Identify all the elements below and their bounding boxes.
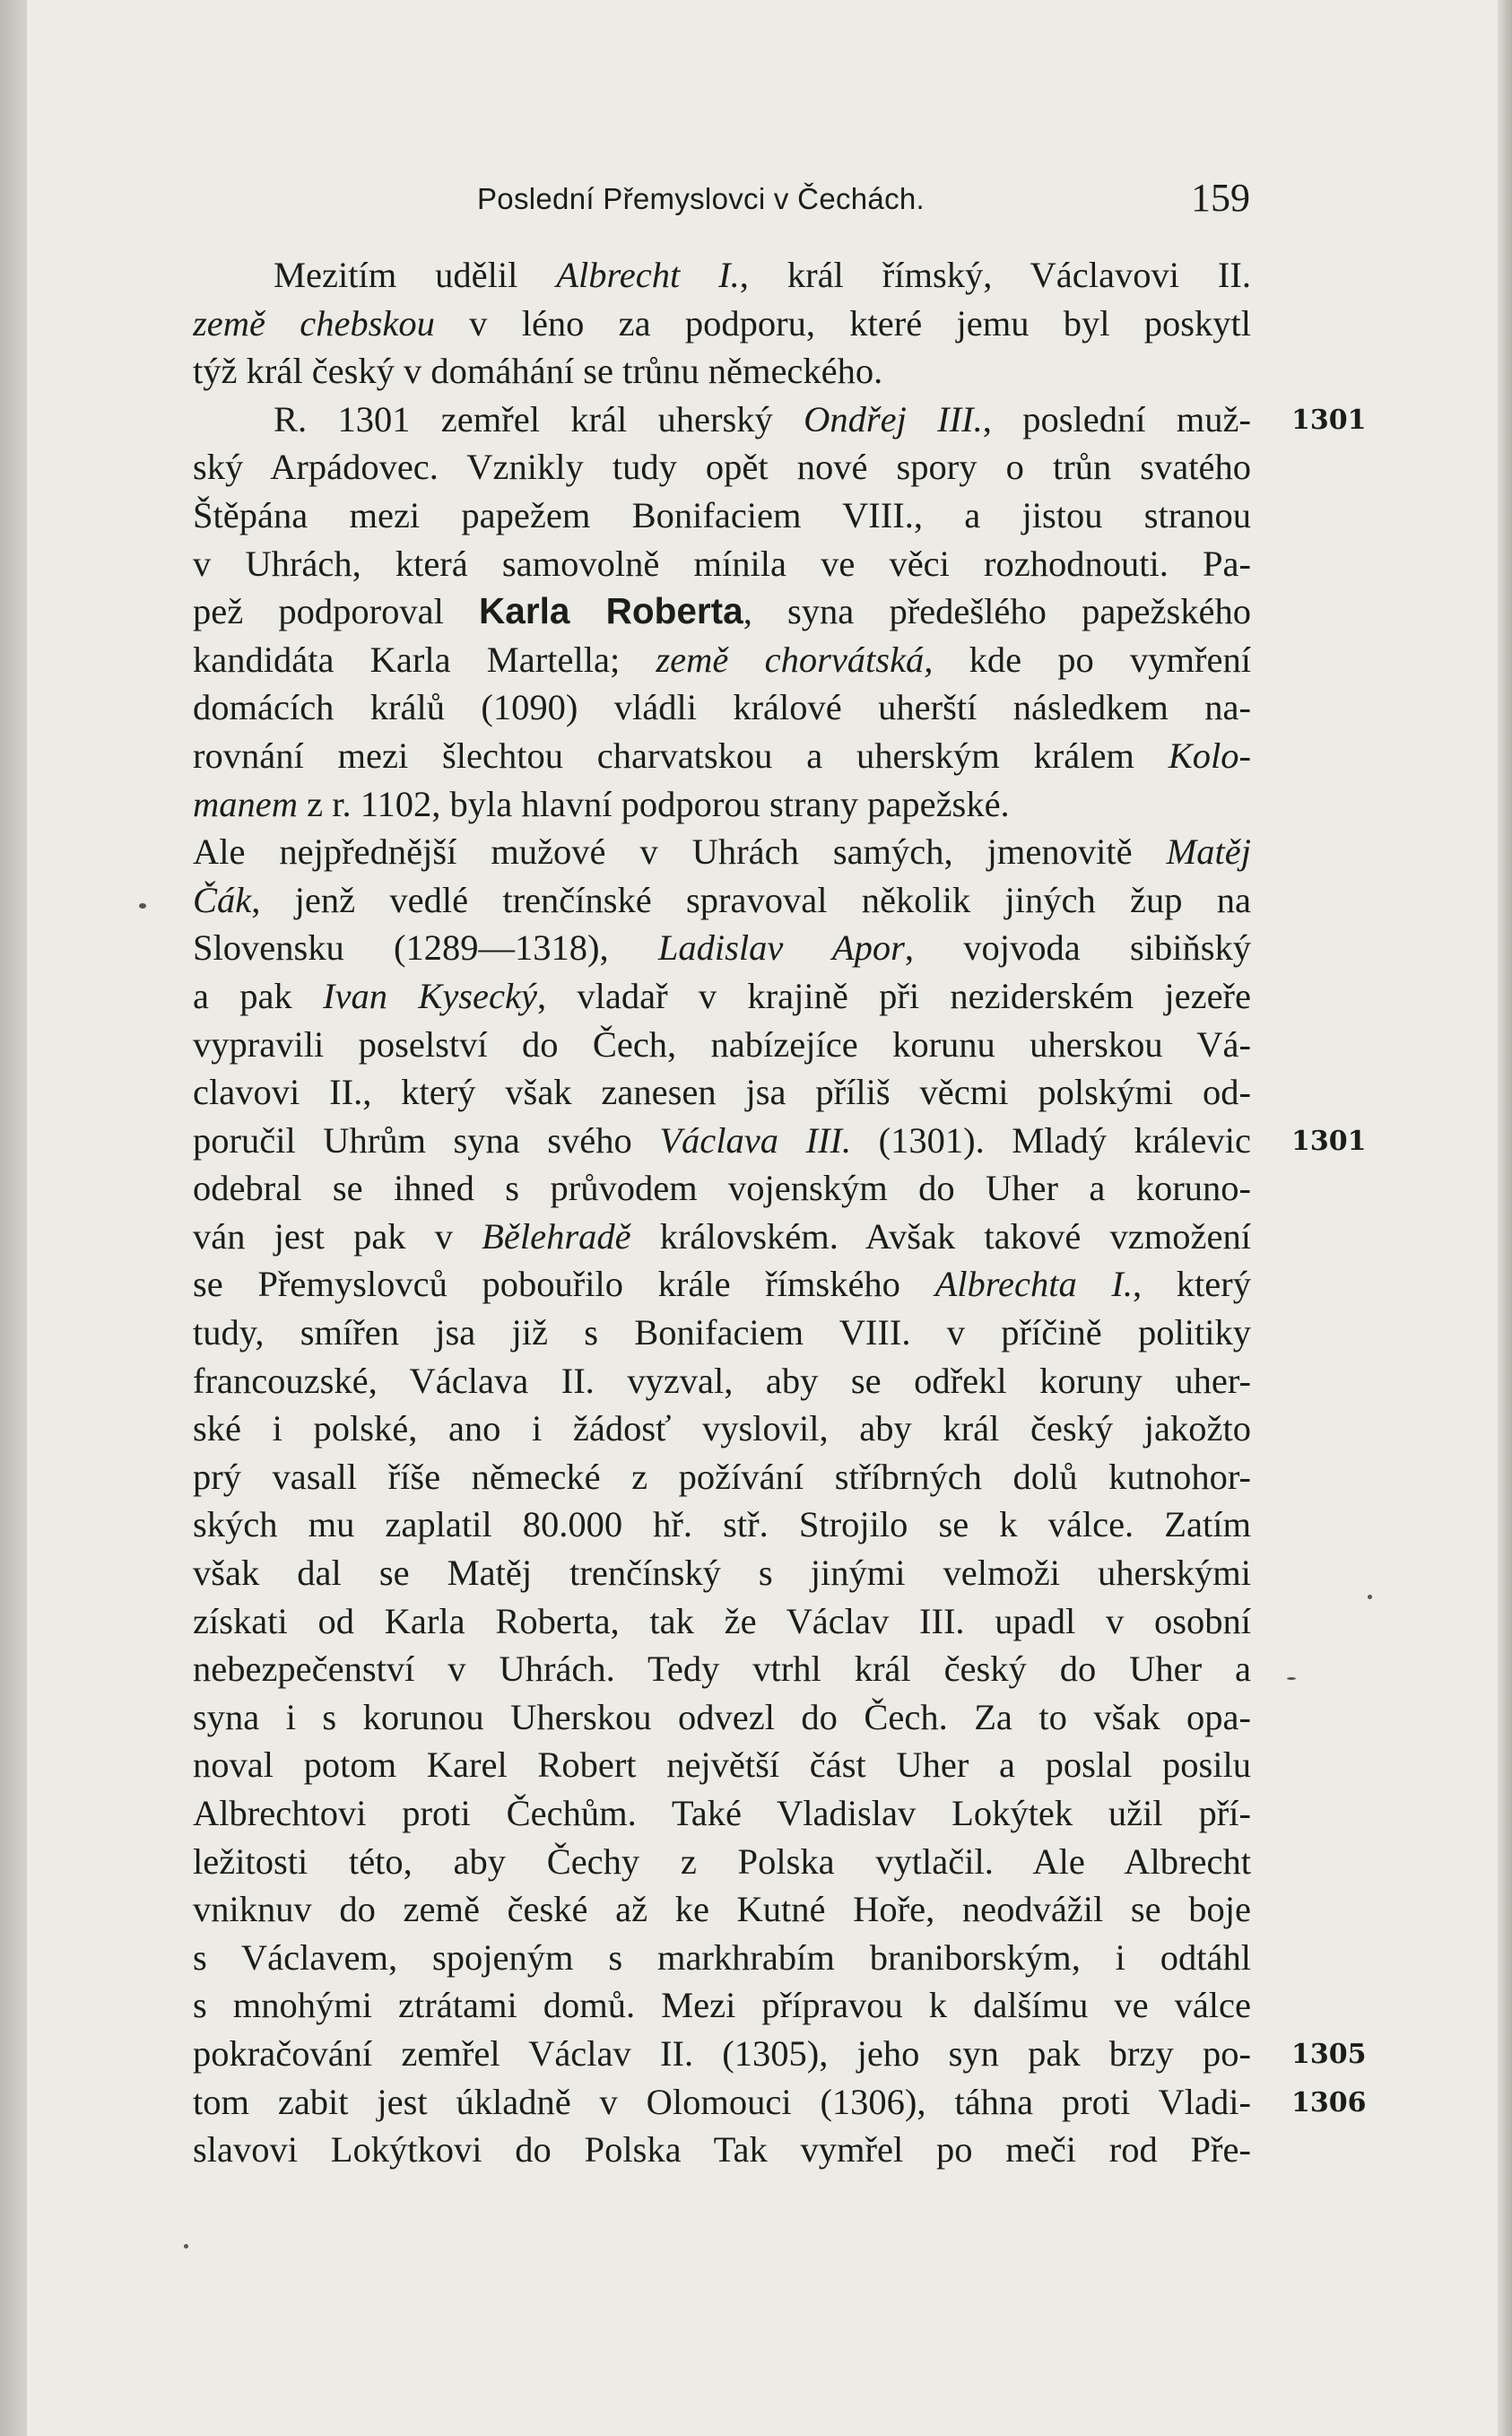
text-segment: s Václavem, spojeným s markhrabím braniborským, i odtáhl <box>193 1936 1251 1978</box>
italic-name: Bělehradě <box>482 1215 631 1257</box>
text-segment: ván jest pak v <box>193 1215 482 1257</box>
page-number: 159 <box>1191 176 1250 220</box>
body-text <box>193 251 1251 2174</box>
text-segment: rovnání mezi šlechtou charvatskou a uherským králem <box>193 735 1169 776</box>
text-segment: však dal se Matěj trenčínský s jinými velmoži uherskými <box>193 1553 1251 1594</box>
text-line <box>193 1741 1251 1789</box>
text-line <box>193 1597 1251 1646</box>
text-segment: tudy, smířen jsa již s Bonifaciem VIII. v příčině politiky <box>193 1312 1251 1353</box>
text-segment: kandidáta Karla Martella; <box>193 639 656 680</box>
text-segment: ský Arpádovec. Vznikly tudy opět nové spory o trůn svatého <box>193 447 1251 488</box>
text-line <box>193 1789 1251 1838</box>
italic-name: manem <box>193 783 298 824</box>
italic-name: Kolo- <box>1168 735 1251 776</box>
text-segment: pež podporoval <box>193 591 480 632</box>
scan-speck <box>139 903 146 909</box>
page-left-edge <box>0 0 27 2436</box>
text-line <box>193 1164 1251 1213</box>
italic-name: Čák <box>193 879 252 920</box>
text-line <box>193 1885 1251 1934</box>
text-line <box>193 1117 1251 1165</box>
text-segment: ležitosti této, aby Čechy z Polska vytlačil. Ale Albrecht <box>193 1840 1251 1882</box>
italic-name: země chebskou <box>193 302 435 344</box>
text-segment: domácích králů (1090) vládli králové uherští následkem na- <box>193 687 1251 728</box>
page-header <box>477 175 1250 229</box>
text-segment: syna i s korunou Uherskou odvezl do Čech. Za to však opa- <box>193 1696 1251 1737</box>
margin-year: 1305 <box>1291 2039 1367 2071</box>
margin-year: 1306 <box>1291 2086 1367 2118</box>
text-segment: kde po vymření <box>933 639 1251 680</box>
text-segment: a pak <box>193 975 324 1016</box>
text-segment: pokračování zemřel Václav II. (1305), jeho syn pak brzy po- <box>193 2032 1251 2074</box>
text-segment: odebral se ihned s průvodem vojenským do Uher a koruno- <box>193 1168 1251 1209</box>
text-line <box>193 780 1251 829</box>
text-segment: z r. 1102, byla hlavní podporou strany papežské. <box>297 783 1010 824</box>
text-line <box>193 1981 1251 2030</box>
text-line <box>193 1068 1251 1117</box>
text-line <box>193 443 1251 492</box>
text-segment: noval potom Karel Robert největší část Uher a poslal posilu <box>193 1744 1251 1786</box>
italic-name: Albrecht I. <box>556 255 740 295</box>
text-line <box>193 924 1251 972</box>
text-line <box>193 1693 1251 1742</box>
text-line <box>193 1309 1251 1357</box>
text-line <box>193 683 1251 732</box>
text-line <box>193 1357 1251 1405</box>
text-line <box>193 1838 1251 1886</box>
text-segment: vniknuv do země české až ke Kutné Hoře, neodvážil se boje <box>193 1889 1251 1930</box>
text-segment: v Uhrách, která samovolně mínila ve věci rozhodnouti. Pa- <box>193 543 1251 584</box>
text-line <box>193 2126 1251 2174</box>
scan-speck <box>184 2244 188 2249</box>
bold-name: Karla Roberta <box>479 590 743 632</box>
text-segment: , vladař v krajině při neziderském jezeře <box>536 975 1251 1016</box>
margin-year: 1301 <box>1291 1125 1367 1157</box>
text-segment: získati od Karla Roberta, tak že Václav III. upadl v osobní <box>193 1600 1251 1641</box>
text-segment: s mnohými ztrátami domů. Mezi přípravou k dalšímu ve válce <box>193 1985 1251 2026</box>
text-segment: prý vasall říše německé z požívání stříbrných dolů kutnohor- <box>193 1456 1251 1497</box>
text-line <box>193 540 1251 588</box>
text-line <box>193 1501 1251 1549</box>
text-line <box>193 587 1251 636</box>
text-segment: tom zabit jest úkladně v Olomouci (1306), táhna proti Vladi- <box>193 2081 1251 2122</box>
text-segment: týž král český v domáhání se trůnu německého. <box>193 351 883 392</box>
text-segment: clavovi II., který však zanesen jsa příliš věcmi polskými od- <box>193 1072 1251 1113</box>
running-title: Poslední Přemyslovci v Čechách. <box>477 182 925 215</box>
italic-name: Albrechta I. <box>934 1264 1134 1305</box>
text-segment: , poslední muž- <box>982 398 1251 439</box>
text-line <box>193 347 1251 396</box>
text-line <box>193 876 1251 925</box>
text-segment: Štěpána mezi papežem Bonifaciem VIII., a jistou stranou <box>193 494 1251 535</box>
text-segment: ských mu zaplatil 80.000 hř. stř. Strojilo se k válce. Zatím <box>193 1504 1251 1545</box>
text-segment: , syna předešlého papežského <box>743 591 1251 632</box>
text-line <box>193 251 1251 300</box>
text-segment: poručil Uhrům syna svého <box>193 1119 660 1161</box>
text-line <box>193 396 1251 444</box>
text-segment: R. 1301 zemřel král uherský <box>274 398 804 439</box>
text-segment: Ale nejpřednější mužové v Uhrách samých, jmenovitě <box>193 831 1167 873</box>
margin-year: 1301 <box>1291 404 1367 436</box>
text-segment: , vojvoda sibiňský <box>904 927 1251 969</box>
italic-name: Matěj <box>1166 831 1251 873</box>
italic-name: země chorvátská, <box>656 639 934 680</box>
text-line <box>193 1934 1251 1982</box>
italic-name: Václava III. <box>659 1119 852 1161</box>
text-segment: ské i polské, ano i žádosť vyslovil, aby král český jakožto <box>193 1408 1251 1449</box>
text-line <box>193 1405 1251 1453</box>
italic-name: Ondřej III. <box>804 398 983 439</box>
italic-name: Ivan Kysecký <box>323 975 537 1016</box>
text-segment: , jenž vedlé trenčínské spravoval několik jiných žup na <box>251 879 1251 920</box>
scan-speck <box>1368 1595 1372 1599</box>
text-segment: slavovi Lokýtkovi do Polska Tak vymřel po meči rod Pře- <box>193 2129 1251 2171</box>
text-line <box>193 1549 1251 1597</box>
text-segment: se Přemyslovců pobouřilo krále římského <box>193 1264 935 1305</box>
text-segment: nebezpečenství v Uhrách. Tedy vtrhl král český do Uher a <box>193 1649 1251 1690</box>
text-segment: Mezitím udělil <box>274 255 557 295</box>
text-line <box>193 1021 1251 1069</box>
text-segment: , král římský, Václavovi II. <box>739 255 1251 295</box>
text-line <box>193 1453 1251 1501</box>
text-segment: francouzské, Václava II. vyzval, aby se odřekl koruny uher- <box>193 1360 1251 1401</box>
text-line <box>193 828 1251 876</box>
text-segment: Albrechtovi proti Čechům. Také Vladislav Lokýtek užil pří- <box>193 1793 1251 1833</box>
text-segment: (1301). Mladý králevic <box>851 1119 1251 1161</box>
text-segment: v léno za podporu, které jemu byl poskytl <box>434 302 1251 344</box>
text-line <box>193 2030 1251 2078</box>
text-line <box>193 636 1251 684</box>
text-segment: Slovensku (1289—1318), <box>193 927 658 969</box>
text-segment: , který <box>1133 1264 1251 1305</box>
italic-name: Ladislav Apor <box>657 927 905 969</box>
page-right-edge <box>1498 0 1512 2436</box>
text-line <box>193 732 1251 780</box>
text-line <box>193 492 1251 540</box>
text-line <box>193 972 1251 1021</box>
text-line <box>193 1260 1251 1309</box>
text-segment: královském. Avšak takové vzmožení <box>630 1215 1251 1257</box>
text-segment: vypravili poselství do Čech, nabízejíce korunu uherskou Vá- <box>193 1023 1251 1065</box>
text-line <box>193 2078 1251 2127</box>
text-line <box>193 1213 1251 1261</box>
text-line <box>193 1645 1251 1693</box>
scan-speck <box>1287 1677 1296 1680</box>
text-line <box>193 300 1251 348</box>
